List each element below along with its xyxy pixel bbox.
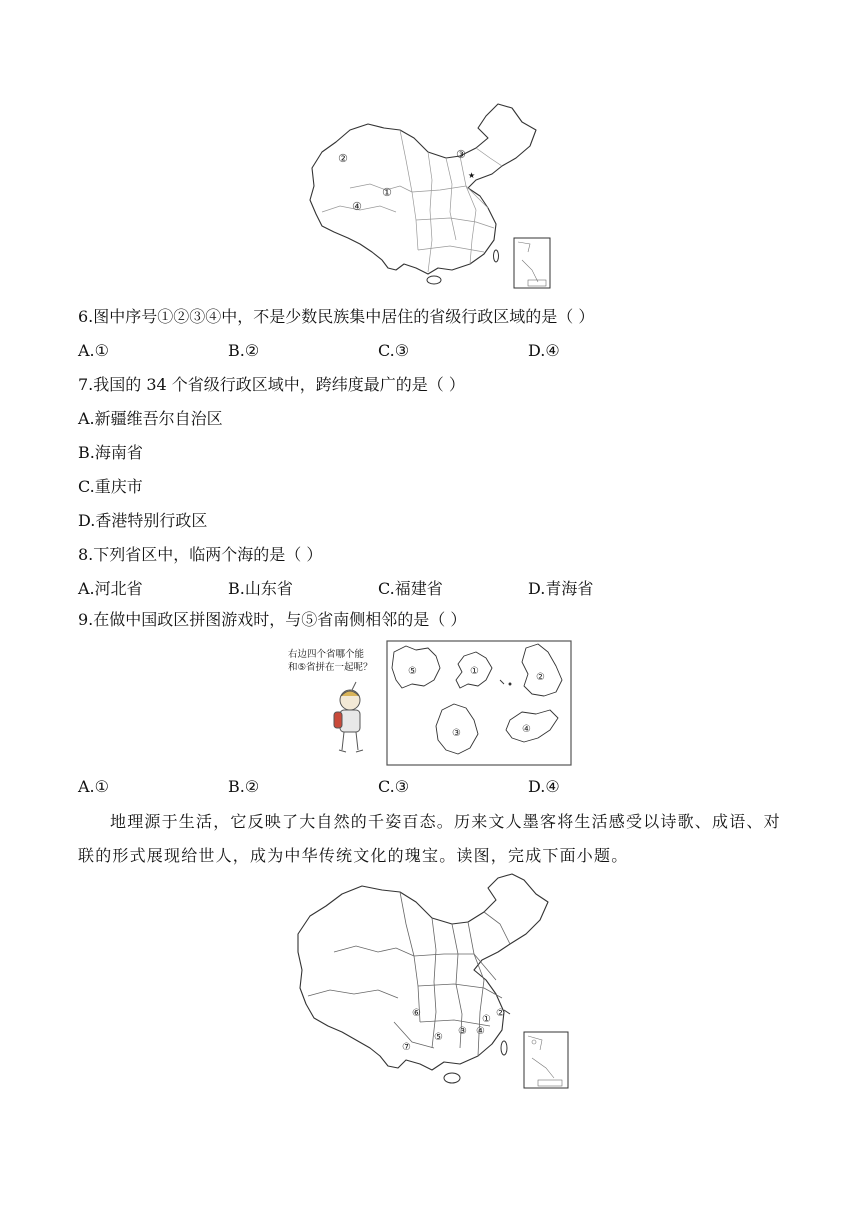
puzzle-box — [386, 640, 572, 766]
speech-line-2: 和⑤省拼在一起呢？ — [288, 662, 373, 673]
map2-label-6: ⑥ — [412, 1008, 421, 1019]
q8-stem: 8.下列省区中，临两个海的是（ ） — [78, 545, 323, 564]
map2-label-5: ⑤ — [434, 1032, 443, 1043]
speech-bubble — [288, 648, 373, 674]
q9-option-c: C.③ — [378, 777, 410, 796]
q7-option-b: B.海南省 — [78, 443, 143, 462]
piece-label-4: ④ — [522, 724, 531, 735]
capital-star-icon: ★ — [468, 171, 476, 180]
puzzle-figure — [284, 640, 574, 768]
q9-stem: 9.在做中国政区拼图游戏时，与⑤省南侧相邻的是（ ） — [78, 610, 467, 629]
q8-option-d: D.青海省 — [528, 579, 594, 598]
q7-option-a: A.新疆维吾尔自治区 — [78, 409, 223, 428]
q6-option-c: C.③ — [378, 341, 410, 360]
map2-label-7: ⑦ — [402, 1042, 411, 1053]
intro-text: 地理源于生活，它反映了大自然的千姿百态。历来文人墨客将生活感受以诗歌、成语、对联的形式展现给世人，成为中华传统文化的瑰宝。读图，完成下面小题。 — [78, 812, 781, 865]
q6-stem: 6.图中序号①②③④中，不是少数民族集中居住的省级行政区域的是（ ） — [78, 307, 595, 326]
piece-label-3: ③ — [452, 728, 461, 739]
intro-paragraph — [78, 805, 784, 873]
q9-option-b: B.② — [228, 777, 260, 796]
q6-option-b: B.② — [228, 341, 260, 360]
q9-option-d: D.④ — [528, 777, 560, 796]
china-map-2 — [294, 872, 574, 1092]
q7-option-c: C.重庆市 — [78, 477, 143, 496]
map2-label-3: ③ — [458, 1026, 467, 1037]
map1-label-1: ① — [382, 186, 392, 199]
q8-option-c: C.福建省 — [378, 579, 443, 598]
map2-label-1: ① — [482, 1014, 491, 1025]
q8-option-b: B.山东省 — [228, 579, 293, 598]
speech-line-1: 右边四个省哪个能 — [288, 649, 365, 660]
piece-label-5: ⑤ — [408, 666, 417, 677]
kid-icon — [330, 680, 374, 760]
map1-label-4: ④ — [352, 200, 362, 213]
piece-label-1: ① — [470, 666, 479, 677]
q7-option-d: D.香港特别行政区 — [78, 511, 208, 530]
q7-stem: 7.我国的 34 个省级行政区域中，跨纬度最广的是（ ） — [78, 375, 465, 394]
q8-option-a: A.河北省 — [78, 579, 143, 598]
map2-label-4: ④ — [476, 1026, 485, 1037]
q9-option-a: A.① — [78, 777, 109, 796]
q6-option-d: D.④ — [528, 341, 560, 360]
map1-label-2: ② — [338, 152, 348, 165]
china-map-1 — [300, 100, 560, 290]
map2-label-2: ② — [496, 1008, 505, 1019]
q6-option-a: A.① — [78, 341, 109, 360]
map1-label-3: ③ — [456, 148, 466, 161]
piece-label-2: ② — [536, 672, 545, 683]
